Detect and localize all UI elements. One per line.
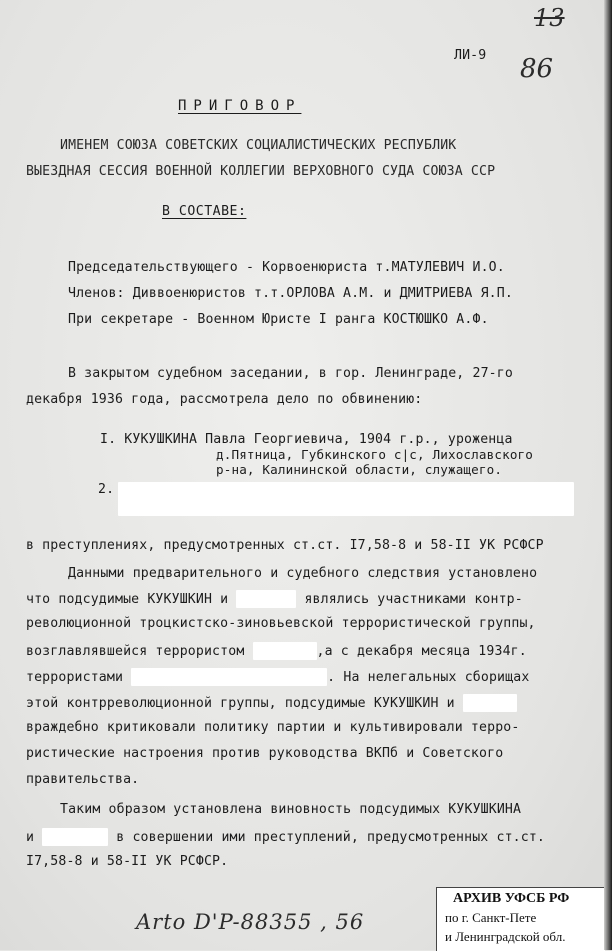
session-line-1: В закрытом судебном заседании, в гор. Ленинграде, 27-го xyxy=(68,366,513,381)
handwritten-archive-reference: Arto D'P-88355 , 56 xyxy=(136,910,365,934)
paragraph-1-line-6 xyxy=(26,694,517,712)
paragraph-1-line-9: правительства. xyxy=(26,772,140,787)
handwritten-folio-number-second: 86 xyxy=(520,54,554,84)
paragraph-1-line-5-start: террористами xyxy=(26,670,124,685)
document-title: ПРИГОВОР xyxy=(178,98,302,114)
session-line-2: декабря 1936 года, рассмотрела дело по обвинению: xyxy=(26,392,423,407)
redaction-defendant-2 xyxy=(118,482,574,516)
document-code: ЛИ-9 xyxy=(454,48,487,63)
paragraph-2-line-3: I7,58-8 и 58-II УК РСФСР. xyxy=(26,854,229,869)
paragraph-1-line-1: Данными предварительного и судебного следствия установлено xyxy=(68,566,538,581)
composition-heading: В СОСТАВЕ: xyxy=(162,204,247,219)
paragraph-2-line-1: Таким образом установлена виновность подсудимых КУКУШКИНА xyxy=(60,802,522,817)
paragraph-1-line-4-start: возглавлявшейся террористом xyxy=(26,644,245,659)
paragraph-2-line-2-start: и xyxy=(26,830,35,845)
stamp-line-2: по г. Санкт-Пете xyxy=(445,910,537,925)
paragraph-1-line-2 xyxy=(26,590,523,608)
secretary-line: При секретаре - Военном Юристе I ранга КОСТЮШКО А.Ф. xyxy=(68,312,489,327)
defendant-1-line-3: р-на, Калининской области, служащего. xyxy=(216,462,503,477)
redaction-name-1 xyxy=(236,590,296,608)
paragraph-1-line-2-end: являлись участниками контр- xyxy=(304,592,523,607)
header-line-2: ВЫЕЗДНАЯ СЕССИЯ ВОЕННОЙ КОЛЛЕГИИ ВЕРХОВНОГО СУДА СОЮЗА ССР xyxy=(26,164,496,179)
paragraph-1-line-7: враждебно критиковали политику партии и культивировали терро- xyxy=(26,720,520,735)
paragraph-1-line-4-end: ,а с декабря месяца 1934г. xyxy=(316,644,527,659)
paragraph-1-line-5 xyxy=(26,668,529,686)
archive-stamp xyxy=(436,887,605,951)
stamp-line-1: АРХИВ УФСБ РФ xyxy=(453,891,570,906)
paragraph-1-line-8: ристические настроения против руководства ВКПб и Советского xyxy=(26,746,504,761)
paragraph-1-line-6-text: этой контрреволюционной группы, подсудимые КУКУШКИН и xyxy=(26,696,455,711)
paragraph-2-line-2-end: в совершении ими преступлений, предусмотренных ст.ст. xyxy=(116,830,546,845)
page-edge-shadow xyxy=(604,0,612,950)
redaction-names-3 xyxy=(131,668,327,686)
crimes-line: в преступлениях, предусмотренных ст.ст. I7,58-8 и 58-II УК РСФСР xyxy=(26,538,544,553)
paragraph-1-line-2-start: что подсудимые КУКУШКИН и xyxy=(26,592,229,607)
paragraph-1-line-5-end: . На нелегальных сборищах xyxy=(327,670,530,685)
handwritten-folio-number: 13 xyxy=(534,4,565,32)
paragraph-1-line-3: революционной троцкистско-зиновьевской террористической группы, xyxy=(26,616,536,631)
paragraph-2-line-2 xyxy=(26,828,545,846)
defendant-1-line-2: д.Пятница, Губкинского с|с, Лихославского xyxy=(216,447,534,462)
members-line: Членов: Диввоенюристов т.т.ОРЛОВА А.М. и ДМИТРИЕВА Я.П. xyxy=(68,286,513,301)
stamp-line-3: и Ленинградской обл. xyxy=(445,929,566,944)
defendant-2-number: 2. xyxy=(98,482,115,497)
header-line-1: ИМЕНЕМ СОЮЗА СОВЕТСКИХ СОЦИАЛИСТИЧЕСКИХ РЕСПУБЛИК xyxy=(60,138,457,153)
defendant-1-line-1: I. КУКУШКИНА Павла Георгиевича, 1904 г.р., уроженца xyxy=(100,432,513,447)
redaction-name-5 xyxy=(42,828,108,846)
redaction-name-2 xyxy=(253,642,317,660)
redaction-name-4 xyxy=(463,694,517,712)
paragraph-1-line-4 xyxy=(26,642,527,660)
chair-line: Председательствующего - Корвоенюриста т.МАТУЛЕВИЧ И.О. xyxy=(68,260,505,275)
